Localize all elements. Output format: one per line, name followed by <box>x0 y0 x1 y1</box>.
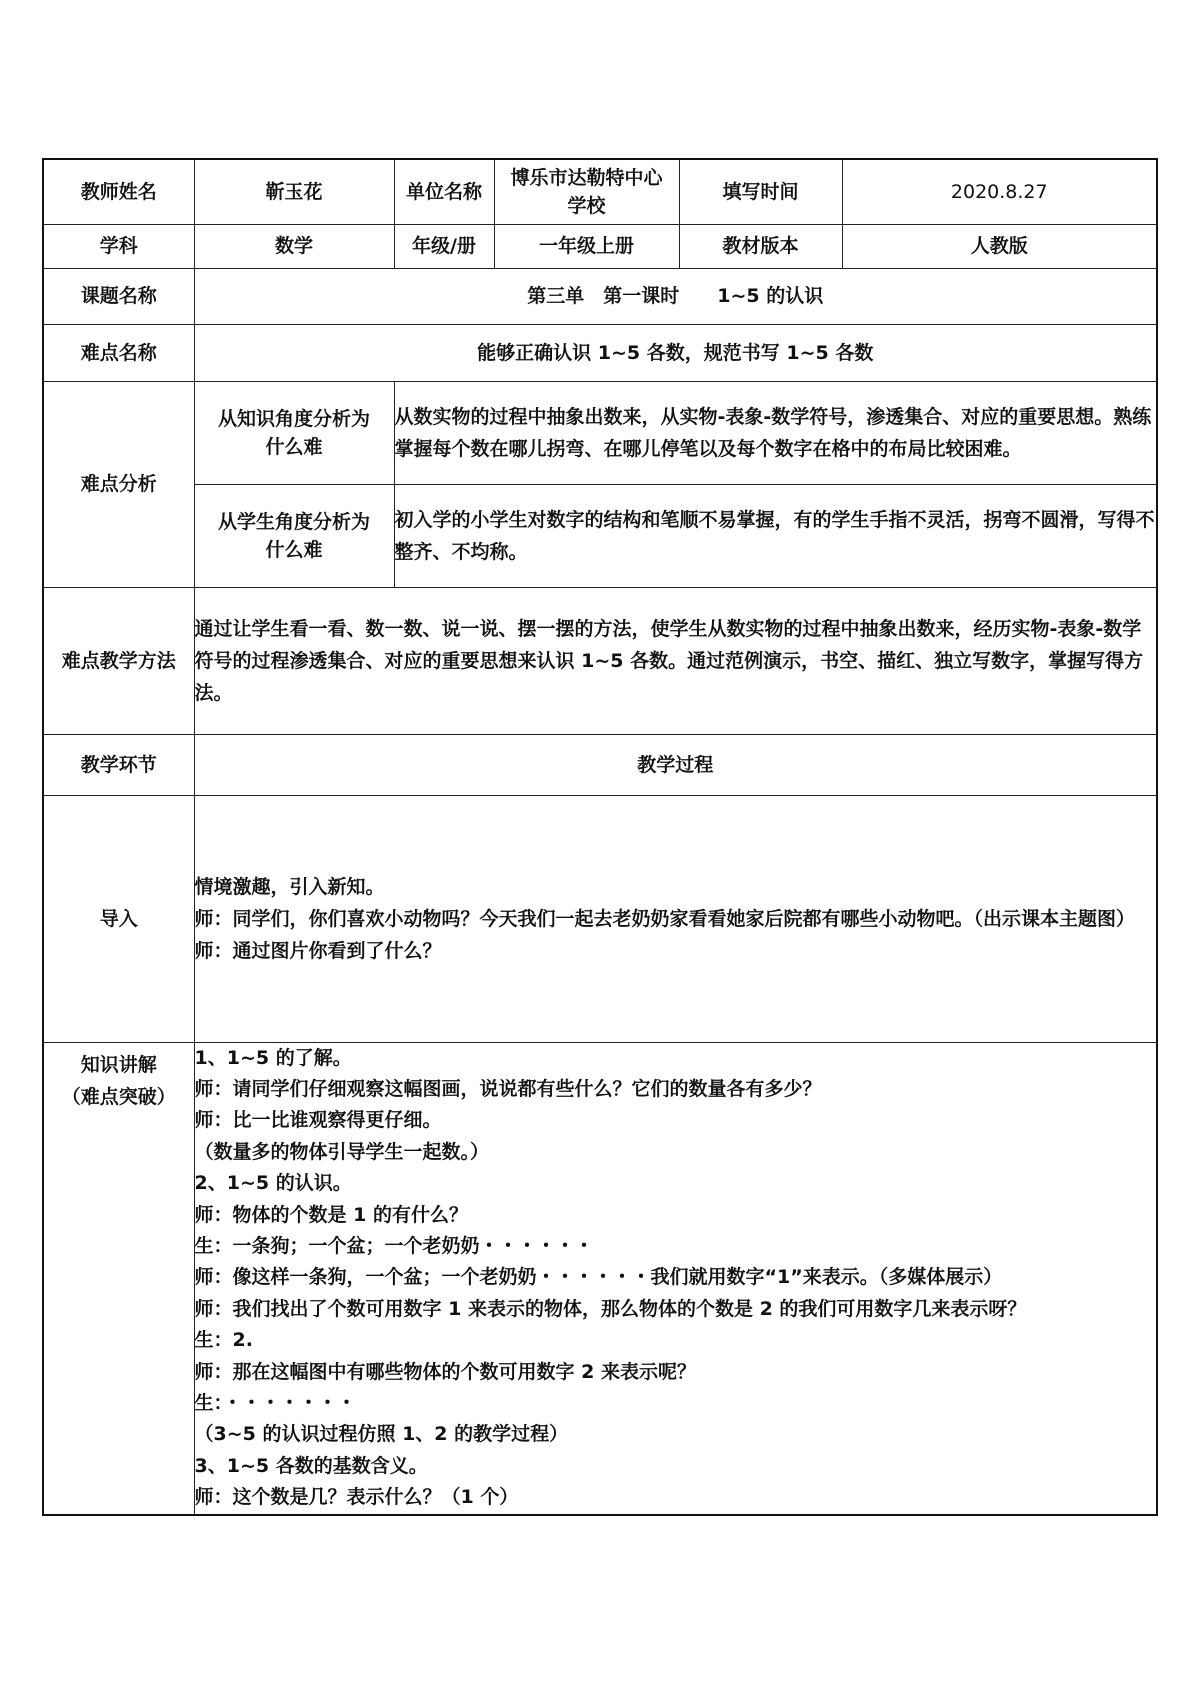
knowledge-angle-label <box>194 381 394 484</box>
header-row-1 <box>43 159 1157 224</box>
intro-line: 师：同学们，你们喜欢小动物吗？今天我们一起去老奶奶家看看她家后院都有哪些小动物吧。（出示课本主题图） <box>194 907 1136 930</box>
knowledge-line: （数量多的物体引导学生一起数。） <box>194 1140 490 1163</box>
knowledge-label-line-1: 知识讲解 <box>80 1053 157 1076</box>
topic-row <box>43 268 1157 324</box>
knowledge-angle-line-1: 从知识角度分析为 <box>217 407 370 430</box>
process-header: 教学过程 <box>194 734 1157 795</box>
knowledge-line: 师：我们找出了个数可用数字 1 来表示的物体，那么物体的个数是 2 的我们可用数字几来表示呀？ <box>194 1297 1027 1320</box>
knowledge-line: 1、1~5 的了解。 <box>194 1046 352 1069</box>
knowledge-row <box>43 1042 1157 1515</box>
student-angle-text: 初入学的小学生对数字的结构和笔顺不易掌握，有的学生手指不灵活，拐弯不圆滑，写得不整齐、不均称。 <box>394 484 1157 587</box>
knowledge-line: 师：那在这幅图中有哪些物体的个数可用数字 2 来表示呢？ <box>194 1360 696 1383</box>
process-header-row <box>43 734 1157 795</box>
analysis-row-student <box>43 484 1157 587</box>
fill-date-value: 2020.8.27 <box>842 159 1157 224</box>
grade-value: 一年级上册 <box>494 224 679 268</box>
student-angle-line-1: 从学生角度分析为 <box>217 510 370 533</box>
teacher-name-label: 教师姓名 <box>43 159 194 224</box>
fill-date-label: 填写时间 <box>679 159 842 224</box>
intro-line: 师：通过图片你看到了什么？ <box>194 939 442 962</box>
intro-line: 情境激趣，引入新知。 <box>194 875 385 898</box>
subject-label: 学科 <box>43 224 194 268</box>
topic-label: 课题名称 <box>43 268 194 324</box>
knowledge-line: 3、1~5 各数的基数含义。 <box>194 1454 428 1477</box>
knowledge-line: 生：2. <box>194 1329 253 1352</box>
knowledge-angle-text: 从数实物的过程中抽象出数来，从实物-表象-数学符号，渗透集合、对应的重要思想。熟练掌握每个数在哪儿拐弯、在哪儿停笔以及每个数字在格中的布局比较困难。 <box>394 381 1157 484</box>
header-row-2 <box>43 224 1157 268</box>
unit-name-value <box>494 159 679 224</box>
edition-label: 教材版本 <box>679 224 842 268</box>
knowledge-line: 师：这个数是几？表示什么？（1 个） <box>194 1486 519 1509</box>
intro-content <box>194 795 1157 1042</box>
knowledge-line: 生：・・・・・・・ <box>194 1391 357 1414</box>
knowledge-label <box>43 1042 194 1515</box>
knowledge-line: 师：请同学们仔细观察这幅图画，说说都有些什么？它们的数量各有多少？ <box>194 1077 822 1100</box>
difficulty-value: 能够正确认识 1~5 各数，规范书写 1~5 各数 <box>194 324 1157 381</box>
topic-value: 第三单 第一课时 1~5 的认识 <box>194 268 1157 324</box>
intro-label: 导入 <box>43 795 194 1042</box>
teacher-name-value: 靳玉花 <box>194 159 394 224</box>
edition-value: 人教版 <box>842 224 1157 268</box>
stage-header: 教学环节 <box>43 734 194 795</box>
subject-value: 数学 <box>194 224 394 268</box>
method-label: 难点教学方法 <box>43 587 194 734</box>
analysis-label: 难点分析 <box>43 381 194 587</box>
unit-name-line-1: 博乐市达勒特中心 <box>510 166 663 189</box>
grade-label: 年级/册 <box>394 224 494 268</box>
method-text: 通过让学生看一看、数一数、说一说、摆一摆的方法，使学生从数实物的过程中抽象出数来，经历实物-表象-数学符号的过程渗透集合、对应的重要思想来认识 1~5 各数。通过范例演示，书空、描红、独立写数字，掌握写得方法。 <box>194 587 1157 734</box>
analysis-row-knowledge <box>43 381 1157 484</box>
lesson-plan-table <box>42 158 1158 1516</box>
knowledge-line: 师：比一比谁观察得更仔细。 <box>194 1109 442 1132</box>
knowledge-angle-line-2: 什么难 <box>265 435 323 458</box>
student-angle-label <box>194 484 394 587</box>
difficulty-row <box>43 324 1157 381</box>
knowledge-line: 2、1~5 的认识。 <box>194 1172 352 1195</box>
student-angle-line-2: 什么难 <box>265 538 323 561</box>
knowledge-label-line-2: （难点突破） <box>61 1085 176 1108</box>
knowledge-line: 师：像这样一条狗，一个盆；一个老奶奶・・・・・・我们就用数字“1”来表示。（多媒体展示） <box>194 1266 1003 1289</box>
knowledge-line: （3~5 的认识过程仿照 1、2 的教学过程） <box>194 1423 569 1446</box>
difficulty-label: 难点名称 <box>43 324 194 381</box>
knowledge-line: 生：一条狗；一个盆；一个老奶奶・・・・・・ <box>194 1234 594 1257</box>
unit-name-line-2: 学校 <box>567 194 606 217</box>
method-row <box>43 587 1157 734</box>
intro-row <box>43 795 1157 1042</box>
knowledge-line: 师：物体的个数是 1 的有什么？ <box>194 1203 468 1226</box>
knowledge-content <box>194 1042 1157 1515</box>
unit-name-label: 单位名称 <box>394 159 494 224</box>
